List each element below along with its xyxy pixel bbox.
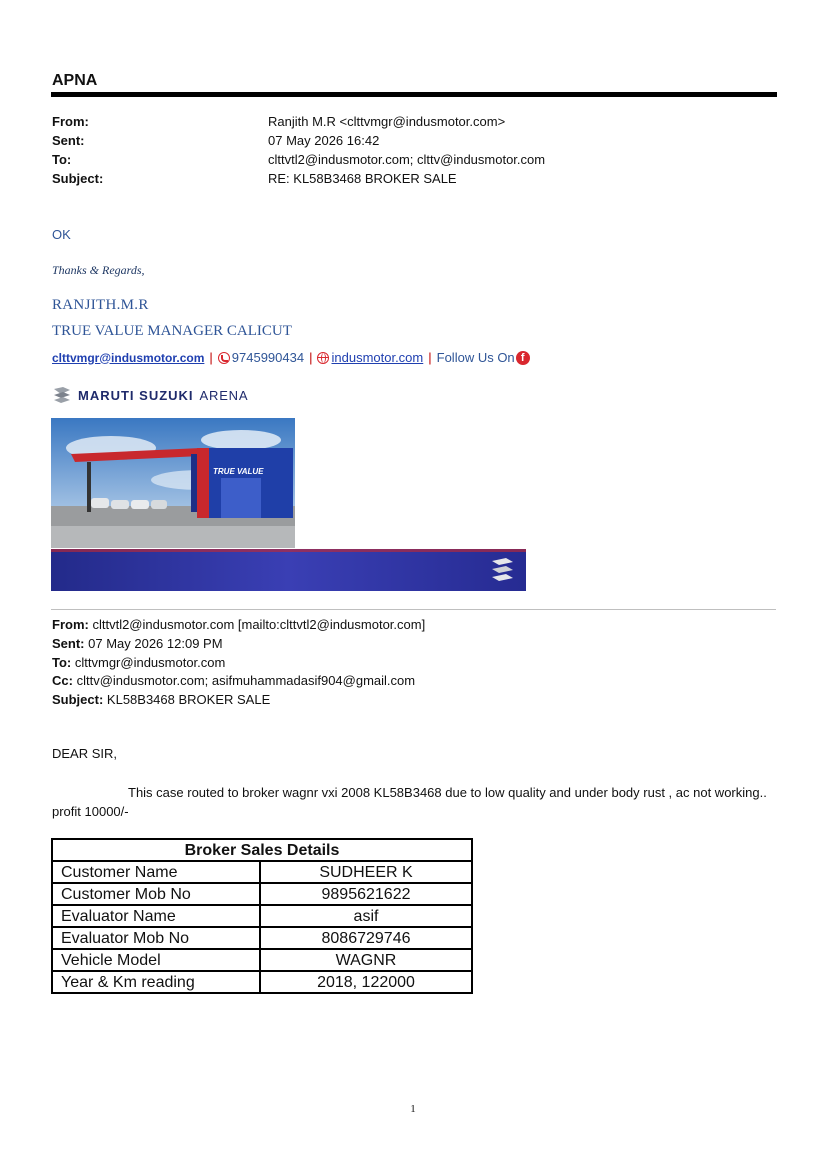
- fw-subject-value: KL58B3468 BROKER SALE: [106, 692, 271, 707]
- row-label: Evaluator Mob No: [52, 927, 260, 949]
- from-label: From:: [52, 114, 89, 129]
- fw-to-label: To:: [52, 655, 72, 670]
- fw-subject-row: [52, 690, 270, 709]
- signature-website-link[interactable]: indusmotor.com: [331, 350, 424, 365]
- fw-cc-value: clttv@indusmotor.com; asifmuhammadasif904@gmail.com: [76, 673, 416, 688]
- from-value: Ranjith M.R <clttvmgr@indusmotor.com>: [268, 114, 506, 129]
- signature-email-link[interactable]: clttvmgr@indusmotor.com: [52, 350, 205, 365]
- table-row: [52, 883, 472, 905]
- message-body: This case routed to broker wagnr vxi 2008 KL58B3468 due to low quality and under body rust , ac not working.. profit 10000/-: [52, 785, 767, 819]
- showroom-sign: TRUE VALUE: [213, 467, 264, 476]
- showroom-photo: [51, 418, 295, 548]
- row-value: WAGNR: [260, 949, 472, 971]
- brand-banner: [51, 549, 526, 591]
- row-value: asif: [260, 905, 472, 927]
- to-label: To:: [52, 152, 72, 167]
- separator: |: [309, 350, 313, 365]
- suzuki-logo-icon: [492, 558, 513, 581]
- row-value: 2018, 122000: [260, 971, 472, 993]
- brand-sub: ARENA: [199, 387, 249, 403]
- sent-value: 07 May 2026 16:42: [268, 133, 380, 148]
- signature-contact-line: [52, 350, 532, 365]
- phone-icon: [218, 352, 230, 364]
- fw-to-value: clttvmgr@indusmotor.com: [74, 655, 226, 670]
- separator: |: [209, 350, 213, 365]
- title-rule: [51, 92, 777, 97]
- brand-logo-row: [52, 386, 248, 404]
- signature-follow-text: Follow Us On: [436, 350, 515, 365]
- table-row: [52, 927, 472, 949]
- document-title: APNA: [52, 72, 98, 89]
- page-number: 1: [410, 1103, 416, 1115]
- subject-label: Subject:: [52, 171, 104, 186]
- fw-from-row: [52, 615, 425, 634]
- table-row: [52, 861, 472, 883]
- suzuki-logo-icon: [52, 386, 72, 404]
- fw-from-value: clttvtl2@indusmotor.com [mailto:clttvtl2@indusmotor.com]: [92, 617, 426, 632]
- separator: |: [428, 350, 432, 365]
- greeting: DEAR SIR,: [52, 746, 118, 761]
- fw-to-row: [52, 653, 225, 672]
- row-value: 9895621622: [260, 883, 472, 905]
- table-title: Broker Sales Details: [52, 839, 472, 861]
- fw-cc-row: [52, 671, 415, 690]
- globe-icon: [317, 352, 329, 364]
- fw-cc-label: Cc:: [52, 673, 73, 688]
- subject-value: RE: KL58B3468 BROKER SALE: [268, 171, 457, 186]
- signature-name: RANJITH.M.R: [52, 297, 149, 313]
- forward-divider: [51, 609, 776, 610]
- row-value: 8086729746: [260, 927, 472, 949]
- fw-sent-label: Sent:: [52, 636, 85, 651]
- row-label: Customer Name: [52, 861, 260, 883]
- signature-phone: 9745990434: [231, 350, 305, 365]
- row-label: Customer Mob No: [52, 883, 260, 905]
- broker-sales-table: [51, 838, 473, 994]
- signature-title: TRUE VALUE MANAGER CALICUT: [52, 323, 292, 339]
- facebook-icon[interactable]: f: [516, 351, 530, 365]
- brand-name: MARUTI SUZUKI: [78, 387, 194, 403]
- fw-sent-value: 07 May 2026 12:09 PM: [88, 636, 223, 651]
- row-label: Year & Km reading: [52, 971, 260, 993]
- row-value: SUDHEER K: [260, 861, 472, 883]
- table-row: [52, 949, 472, 971]
- row-label: Vehicle Model: [52, 949, 260, 971]
- fw-subject-label: Subject:: [52, 692, 104, 707]
- reply-text: OK: [52, 227, 71, 242]
- sent-label: Sent:: [52, 133, 85, 148]
- to-value: clttvtl2@indusmotor.com; clttv@indusmotor.com: [268, 152, 546, 167]
- table-row: [52, 971, 472, 993]
- fw-sent-row: [52, 634, 223, 653]
- signature-thanks: Thanks & Regards,: [52, 263, 145, 277]
- table-row: [52, 905, 472, 927]
- row-label: Evaluator Name: [52, 905, 260, 927]
- fw-from-label: From:: [52, 617, 89, 632]
